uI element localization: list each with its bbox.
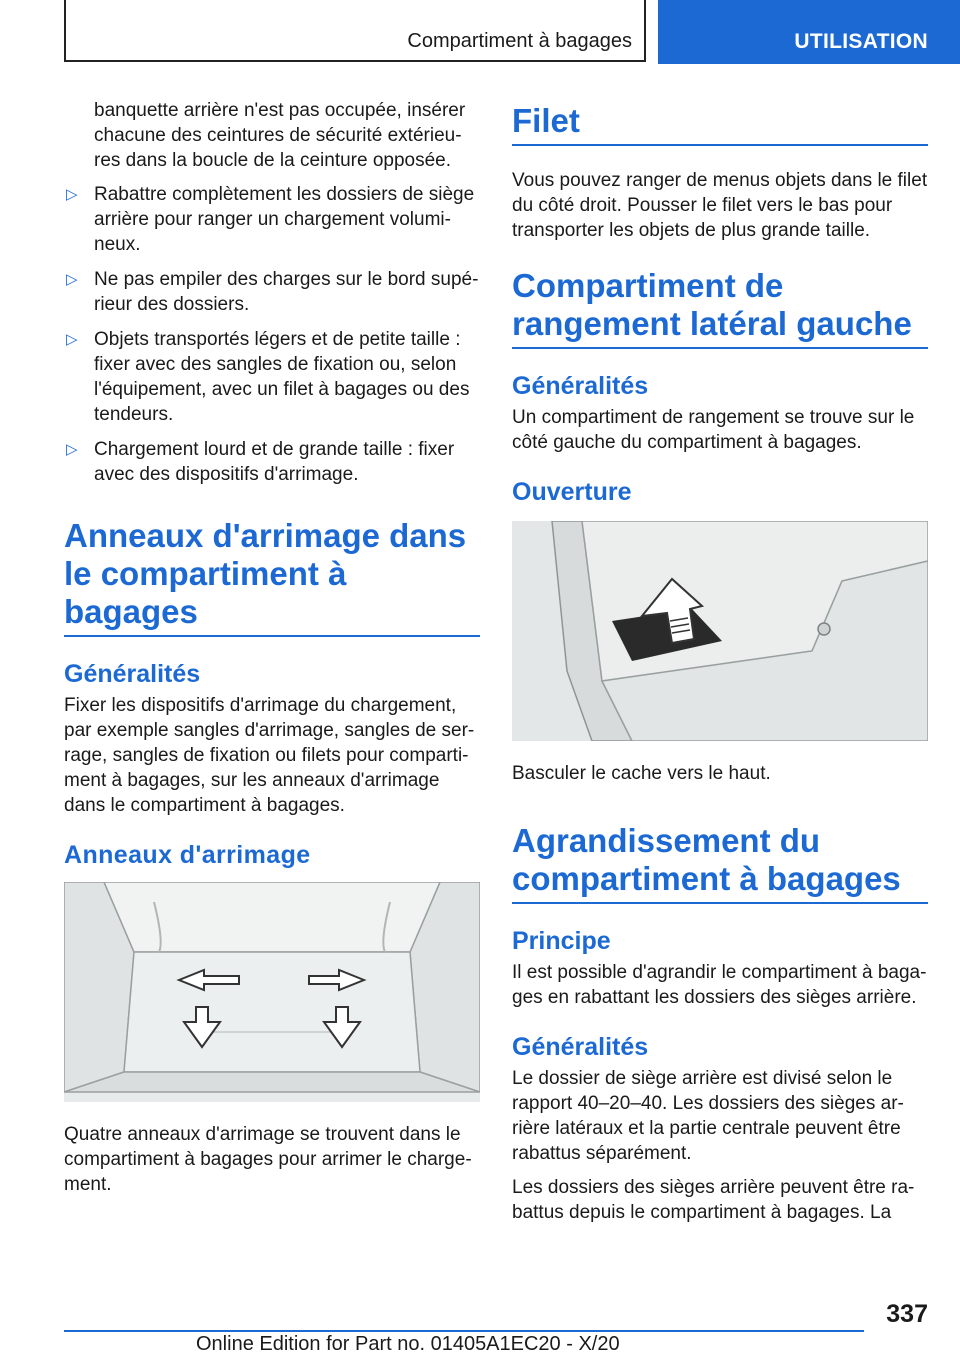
header-chapter-box — [64, 0, 646, 62]
bullet-item — [64, 267, 480, 317]
bullet-item — [64, 437, 480, 487]
section-heading-filet: Filet — [512, 102, 928, 146]
subheading-generalites: Généralités — [512, 372, 649, 400]
subheading-generalites-2: Généralités — [512, 1033, 649, 1061]
intro-continuation: banquette arrière n'est pas occupée, insérer chacune des ceintures de sécurité extérieures dans la boucle de la ceinture opposée. — [94, 100, 466, 171]
bullet-item — [64, 182, 480, 257]
trunk-lashing-eyes-illustration — [64, 882, 480, 1102]
subheading-ouverture: Ouverture — [512, 478, 632, 506]
principe-paragraph: Il est possible d'agrandir le compartiment à bagages en rabattant les dossiers des sièges arrière. — [512, 962, 927, 1008]
right-column — [512, 102, 928, 1234]
footer-rule — [64, 1330, 864, 1332]
left-column — [64, 98, 480, 1206]
generalites2-paragraph: Le dossier de siège arrière est divisé selon le rapport 40–20–40. Les dossiers des sièges arrière latéraux et la partie centrale peuvent être rabattus séparément. — [512, 1068, 904, 1164]
subheading-generalites: Généralités — [64, 660, 201, 688]
section-heading-agrandissement: Agrandissement du compartiment à bagages — [512, 822, 928, 904]
bullet-triangle-icon: ▷ — [66, 271, 78, 288]
page-number: 337 — [886, 1300, 928, 1328]
bullet-item — [64, 327, 480, 427]
generalites-paragraph: Fixer les dispositifs d'arrimage du chargement, par exemple sangles d'arrimage, sangles de serrage, sangles de fixation ou filets pour compartiment à bagages, sur les anneaux d'arrimage dans le compartiment à bagages. — [64, 695, 475, 816]
header-section-tab[interactable] — [658, 0, 960, 64]
subheading-principe: Principe — [512, 927, 611, 955]
bullet-triangle-icon: ▷ — [66, 331, 78, 348]
bullet-triangle-icon: ▷ — [66, 186, 78, 203]
subheading-anneaux-arrimage: Anneaux d'arrimage — [64, 841, 311, 869]
ouverture-caption: Basculer le cache vers le haut. — [512, 763, 771, 784]
header-section-label: UTILISATION — [794, 30, 928, 53]
header-chapter-title: Compartiment à bagages — [407, 30, 632, 52]
bullet-triangle-icon: ▷ — [66, 441, 78, 458]
compartiment-generalites-paragraph: Un compartiment de rangement se trouve sur le côté gauche du compartiment à bagages. — [512, 407, 915, 453]
section-heading-anneaux: Anneaux d'arrimage dans le compartiment à bagages — [64, 517, 480, 637]
final-paragraph: Les dossiers des sièges arrière peuvent être rabattus depuis le compartiment à bagages. La — [512, 1177, 915, 1223]
anneaux-caption: Quatre anneaux d'arrimage se trouvent dans le compartiment à bagages pour arrimer le chargement. — [64, 1124, 472, 1195]
bullet-text: Ne pas empiler des charges sur le bord supérieur des dossiers. — [94, 269, 479, 315]
bullet-text: Objets transportés légers et de petite taille : fixer avec des sangles de fixation ou, selon l'équipement, avec un filet à bagages ou des tendeurs. — [94, 329, 470, 425]
bullet-text: Chargement lourd et de grande taille : fixer avec des dispositifs d'arrimage. — [94, 439, 455, 485]
footer-edition: Online Edition for Part no. 01405A1EC20 - X/20 — [196, 1333, 620, 1355]
section-heading-compartiment: Compartiment de rangement latéral gauche — [512, 267, 928, 349]
storage-compartment-illustration — [512, 521, 928, 741]
filet-paragraph: Vous pouvez ranger de menus objets dans le filet du côté droit. Pousser le filet vers le bas pour transporter les objets de plus grande taille. — [512, 170, 928, 241]
bullet-text: Rabattre complètement les dossiers de siège arrière pour ranger un chargement volumineux. — [94, 184, 475, 255]
